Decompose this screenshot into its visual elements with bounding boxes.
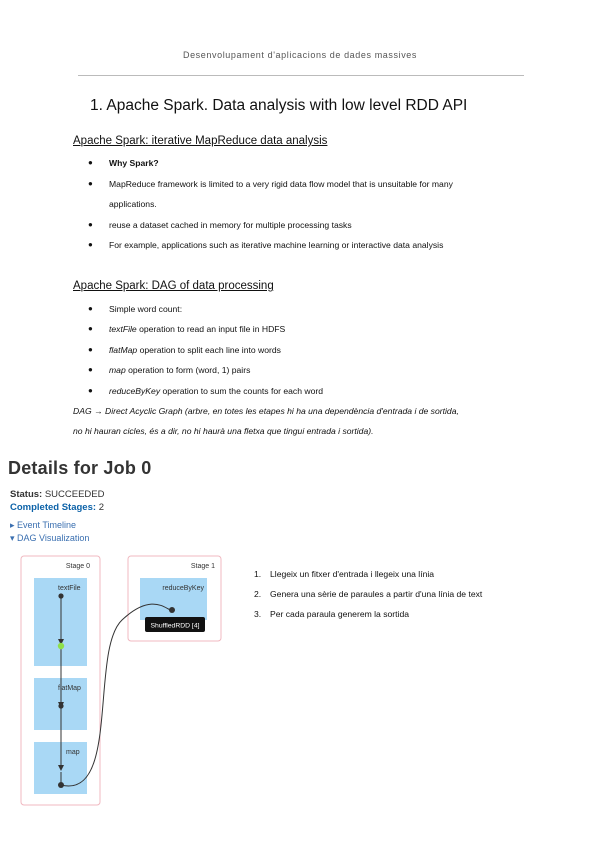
dag-graph bbox=[0, 550, 240, 810]
header-divider bbox=[78, 75, 524, 76]
section-title: 1. Apache Spark. Data analysis with low level RDD API bbox=[90, 97, 468, 114]
section1-heading: Apache Spark: iterative MapReduce data analysis bbox=[73, 135, 328, 147]
node[interactable] bbox=[169, 607, 175, 613]
why-spark: Why Spark? bbox=[109, 158, 159, 168]
node[interactable] bbox=[58, 703, 63, 708]
section2-heading: Apache Spark: DAG of data processing bbox=[73, 280, 274, 292]
stage0-label: Stage 0 bbox=[65, 563, 90, 570]
dag-note-line2: no hi hauran cicles, és a dir, no hi haurà una fletxa que tingui entrada i sortida). bbox=[73, 426, 374, 436]
completed-stages[interactable]: Completed Stages: 2 bbox=[10, 502, 104, 513]
op-map-label: map bbox=[66, 749, 80, 756]
node[interactable] bbox=[58, 593, 63, 598]
step-item: 1. Llegeix un fitxer d'entrada i llegeix una línia bbox=[254, 569, 435, 579]
job-status: Status: SUCCEEDED bbox=[10, 489, 105, 500]
page-header: Desenvolupament d'aplicacions de dades massives bbox=[182, 50, 418, 60]
step-item: 3. Per cada paraula generem la sortida bbox=[254, 609, 410, 619]
event-timeline-link[interactable]: ▸ Event Timeline bbox=[10, 520, 77, 530]
step-item: 2. Genera una sèrie de paraules a partir d'una línia de text bbox=[254, 589, 483, 599]
node[interactable] bbox=[58, 782, 64, 788]
op-textfile-label: textFile bbox=[58, 585, 81, 592]
tooltip-text: ShuffledRDD [4] bbox=[150, 622, 200, 630]
node-highlighted[interactable] bbox=[58, 643, 64, 649]
op-reducebykey-label: reduceByKey bbox=[162, 585, 204, 592]
dag-note-line1: DAG → Direct Acyclic Graph (arbre, en totes les etapes hi ha una dependència d'entrada i de sortida, bbox=[73, 406, 459, 416]
dag-visualization-link[interactable]: ▾ DAG Visualization bbox=[10, 533, 90, 543]
job-title: Details for Job 0 bbox=[8, 458, 152, 478]
stage1-label: Stage 1 bbox=[190, 563, 215, 570]
op-flatmap-label: flatMap bbox=[58, 685, 81, 692]
